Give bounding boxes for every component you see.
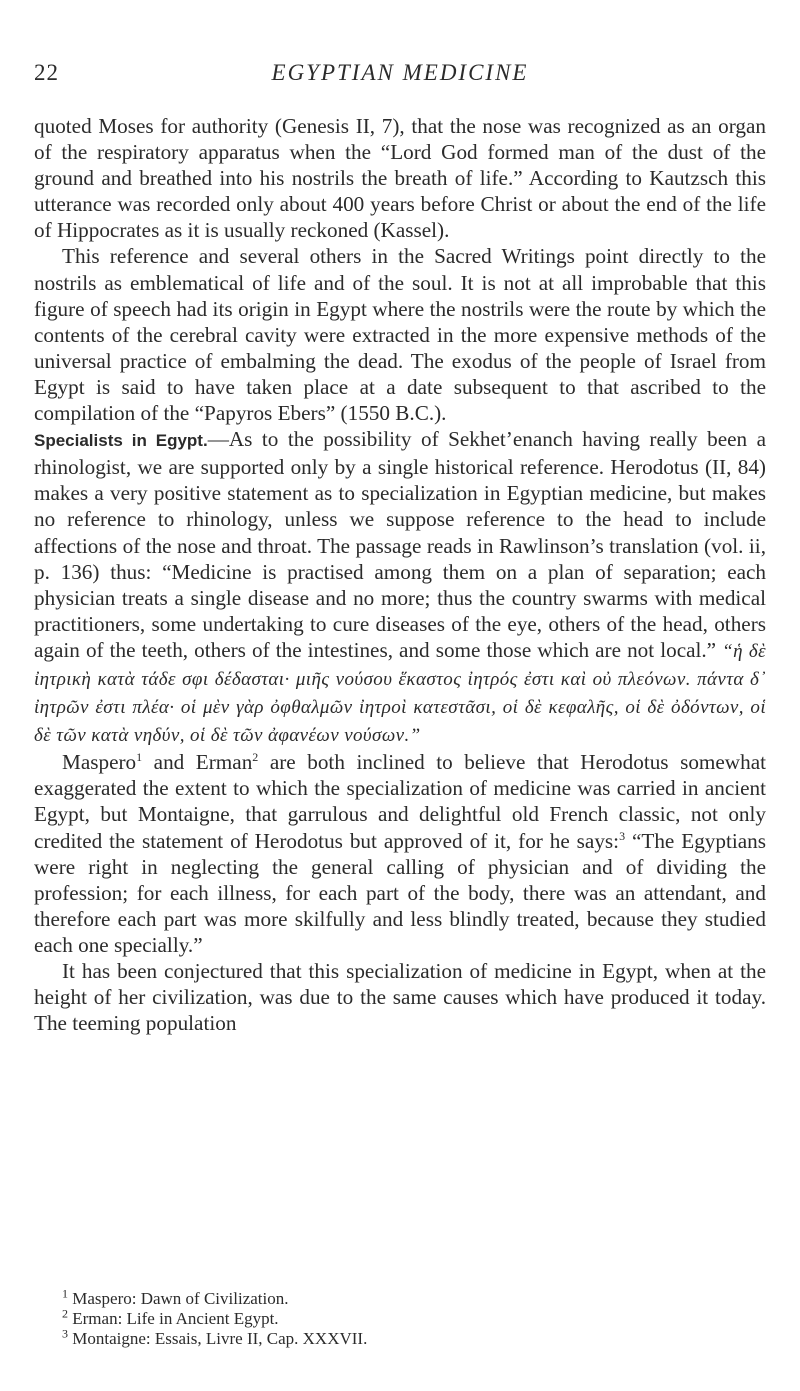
paragraph-conjectured: It has been conjectured that this specialization of medicine in Egypt, when at the height of her civilization, was due to the same causes which have produced it today. The teeming population <box>34 959 766 1036</box>
paragraph-specialists-text: —As to the possibility of Sekhet’enanch having really been a rhinologist, we are supported only by a single historical reference. Herodotus (II, 84) makes a very positive statement as to specialization in Egyptian medicine, but makes no reference to rhinology, unless we suppose reference to the head to include affections of the nose and throat. The passage reads in Rawlinson’s translation (vol. ii, p. 136) thus: “Medicine is practised among them on a plan of separation; each physician treats a single disease and no more; thus the country swarms with medical practitioners, some undertaking to cure diseases of the eye, others of the head, others again of the teeth, others of the intestines, and some those which are not local.” <box>34 427 767 662</box>
section-heading-specialists: Specialists in Egypt. <box>34 431 208 451</box>
running-head-title: EGYPTIAN MEDICINE <box>271 60 529 85</box>
footnote-2 <box>34 1306 766 1329</box>
footnote-mark-1: 1 <box>62 1286 68 1301</box>
footnote-ref-3[interactable]: 3 <box>619 828 626 843</box>
footnote-1 <box>34 1286 766 1309</box>
paragraph-maspero-text: are both inclined to believe that Herodotus somewhat exaggerated the extent to which the specialization of medicine was carried in ancient Egypt, but Montaigne, that garrulous and delightful old French classic, not only credited the statement of Herodotus but approved of it, for he says: <box>34 750 766 853</box>
montaigne-quotation: “The Egyptians were right in neglecting the general calling of physician and of dividing the profession; for each illness, for each part of the body, there was an attendant, and therefore each part was more skilfully and less blindly treated, because they studied each one specially.” <box>34 828 766 957</box>
footnotes <box>34 1286 766 1349</box>
body-text <box>34 113 766 1036</box>
paragraph-specialists <box>34 426 766 749</box>
footnote-ref-1[interactable]: 1 <box>136 750 143 765</box>
footnote-text-2: Erman: Life in Ancient Egypt. <box>72 1309 279 1328</box>
page-number: 22 <box>34 60 59 85</box>
greek-quotation: “ἡ δὲ ἰητρικὴ κατὰ τάδε σφι δέδασται· μιῆς νούσου ἕκαστος ἰητρός ἐστι καὶ οὐ πλεόνων. πάντα δ᾽ ἰητρῶν ἐστι πλέα· οἱ μὲν γὰρ ὀφθαλμῶν ἰητροὶ κατεστᾶσι, οἱ δὲ κεφαλῆς, οἱ δὲ ὀδόντων, οἱ δὲ τῶν κατὰ νηδύν, οἱ δὲ τῶν ἀφανέων νούσων.” <box>34 640 767 747</box>
footnote-ref-2[interactable]: 2 <box>252 750 259 765</box>
footnote-mark-3: 3 <box>62 1326 68 1341</box>
maspero-name: Maspero <box>62 750 137 775</box>
running-head <box>34 60 766 96</box>
paragraph-sacred-writings: This reference and several others in the Sacred Writings point directly to the nostrils as emblematical of life and of the soul. It is not at all improbable that this figure of speech had its origin in Egypt where the nostrils were the route by which the contents of the cerebral cavity were extracted in the more expensive methods of the universal practice of embalming the dead. The exodus of the people of Israel from Egypt is said to have taken place at a date subsequent to that ascribed to the compilation of the “Papyros Ebers” (1550 B.C.). <box>34 244 766 426</box>
paragraph-moses: quoted Moses for authority (Genesis II, 7), that the nose was recognized as an organ of the respiratory apparatus when the “Lord God formed man of the dust of the ground and breathed into his nostrils the breath of life.” According to Kautzsch this utterance was recorded only about 400 years before Christ or about the end of the life of Hippocrates as it is usually reckoned (Kassel). <box>34 114 766 243</box>
footnote-3 <box>34 1326 766 1349</box>
footnote-mark-2: 2 <box>62 1306 68 1321</box>
footnote-text-1: Maspero: Dawn of Civilization. <box>72 1289 289 1308</box>
footnote-text-3: Montaigne: Essais, Livre II, Cap. XXXVII. <box>72 1329 368 1348</box>
erman-name: and Erman <box>142 750 253 775</box>
paragraph-maspero-erman <box>34 749 766 958</box>
